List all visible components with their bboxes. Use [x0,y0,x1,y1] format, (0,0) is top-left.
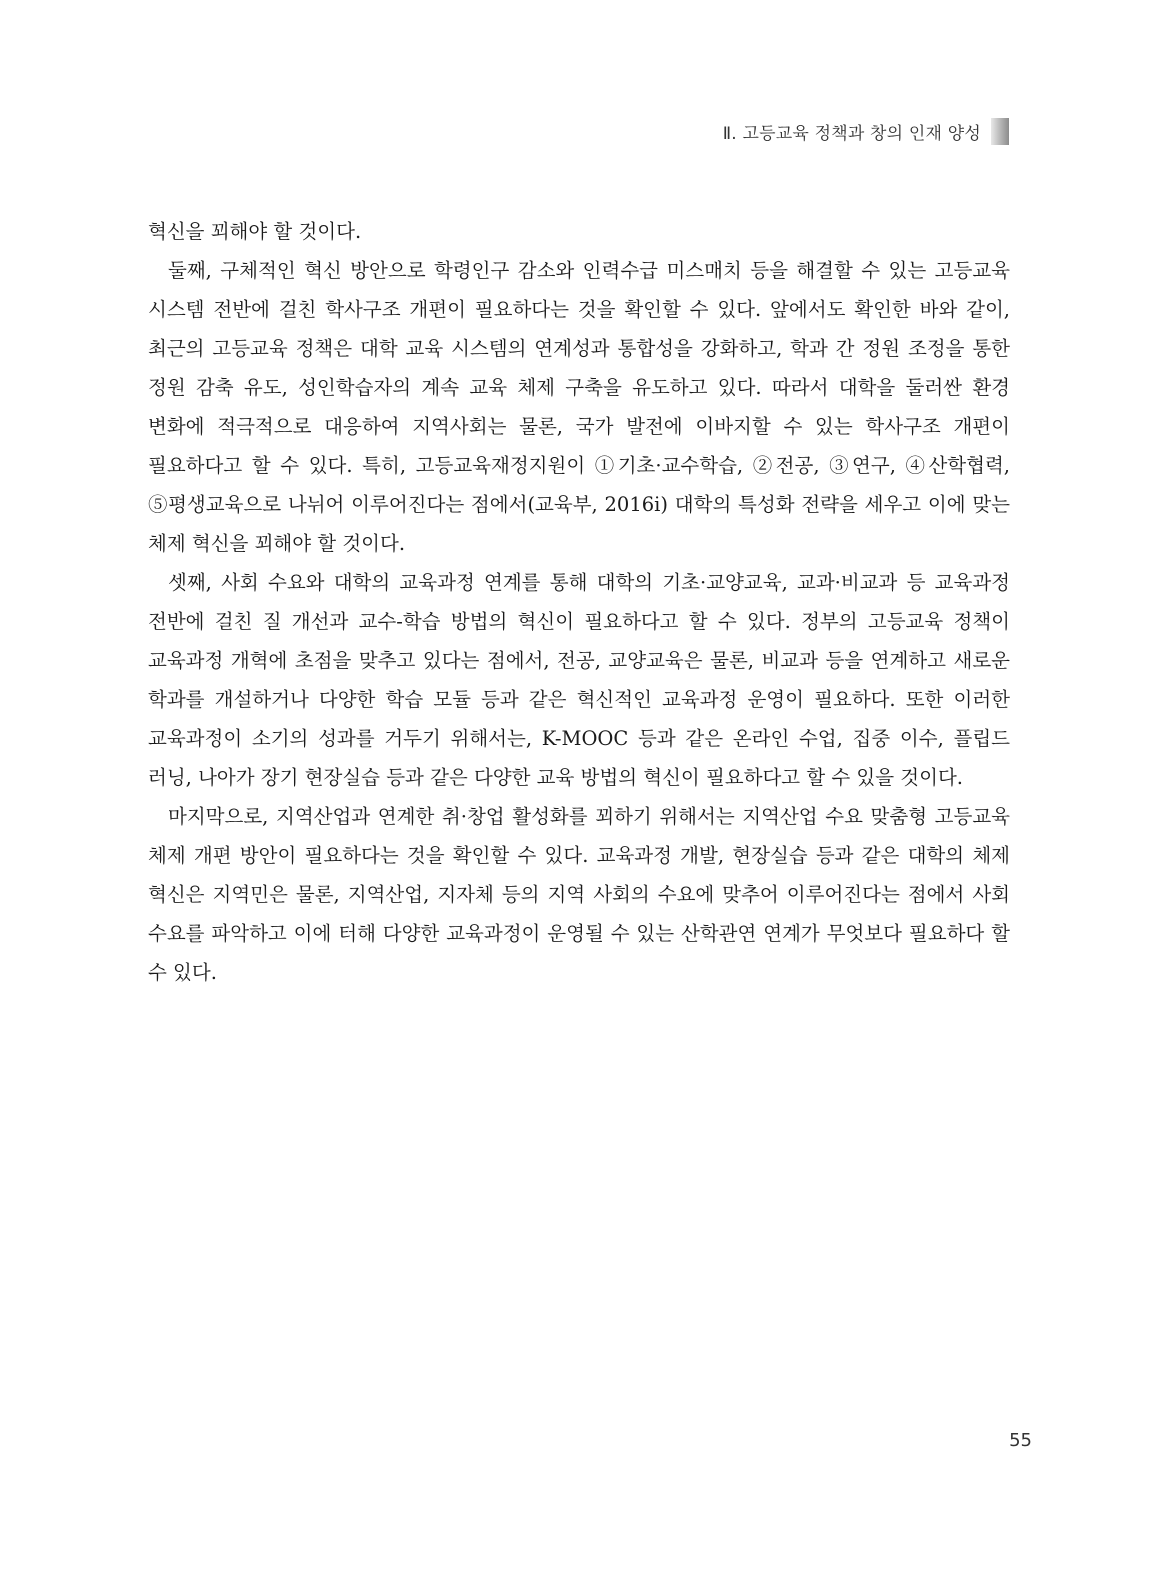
body-text [148,212,1010,992]
header-gradient-bar [991,118,1009,145]
paragraph-last: 마지막으로, 지역산업과 연계한 취·창업 활성화를 꾀하기 위해서는 지역산업 수요 맞춤형 고등교육 체제 개편 방안이 필요하다는 것을 확인할 수 있다. 교육과정 개발, 현장실습 등과 같은 대학의 체제 혁신은 지역민은 물론, 지역산업, 지자체 등의 지역 사회의 수요에 맞추어 이루어진다는 점에서 사회 수요를 파악하고 이에 터해 다양한 교육과정이 운영될 수 있는 산학관연 연계가 무엇보다 필요하다 할 수 있다. [148,805,1010,984]
running-header-title: Ⅱ. 고등교육 정책과 창의 인재 양성 [722,123,981,144]
running-header [723,116,1009,146]
paragraph-continuation: 혁신을 꾀해야 할 것이다. [148,220,362,243]
paragraph-second: 둘째, 구체적인 혁신 방안으로 학령인구 감소와 인력수급 미스매치 등을 해결할 수 있는 고등교육 시스템 전반에 걸친 학사구조 개편이 필요하다는 것을 확인할 수 있다. 앞에서도 확인한 바와 같이, 최근의 고등교육 정책은 대학 교육 시스템의 연계성과 통합성을 강화하고, 학과 간 정원 조정을 통한 정원 감축 유도, 성인학습자의 계속 교육 체제 구축을 유도하고 있다. 따라서 대학을 둘러싼 환경 변화에 적극적으로 대응하여 지역사회는 물론, 국가 발전에 이바지할 수 있는 학사구조 개편이 필요하다고 할 수 있다. 특히, 고등교육재정지원이 ①기초·교수학습, ②전공, ③연구, ④산학협력, ⑤평생교육으로 나뉘어 이루어진다는 점에서(교육부, 2016i) 대학의 특성화 전략을 세우고 이에 맞는 체제 혁신을 꾀해야 할 것이다. [148,259,1010,555]
page-number: 55 [1009,1430,1032,1451]
paragraph-third: 셋째, 사회 수요와 대학의 교육과정 연계를 통해 대학의 기초·교양교육, 교과·비교과 등 교육과정 전반에 걸친 질 개선과 교수-학습 방법의 혁신이 필요하다고 할 수 있다. 정부의 고등교육 정책이 교육과정 개혁에 초점을 맞추고 있다는 점에서, 전공, 교양교육은 물론, 비교과 등을 연계하고 새로운 학과를 개설하거나 다양한 학습 모듈 등과 같은 혁신적인 교육과정 운영이 필요하다. 또한 이러한 교육과정이 소기의 성과를 거두기 위해서는, K-MOOC 등과 같은 온라인 수업, 집중 이수, 플립드 러닝, 나아가 장기 현장실습 등과 같은 다양한 교육 방법의 혁신이 필요하다고 할 수 있을 것이다. [148,571,1010,789]
